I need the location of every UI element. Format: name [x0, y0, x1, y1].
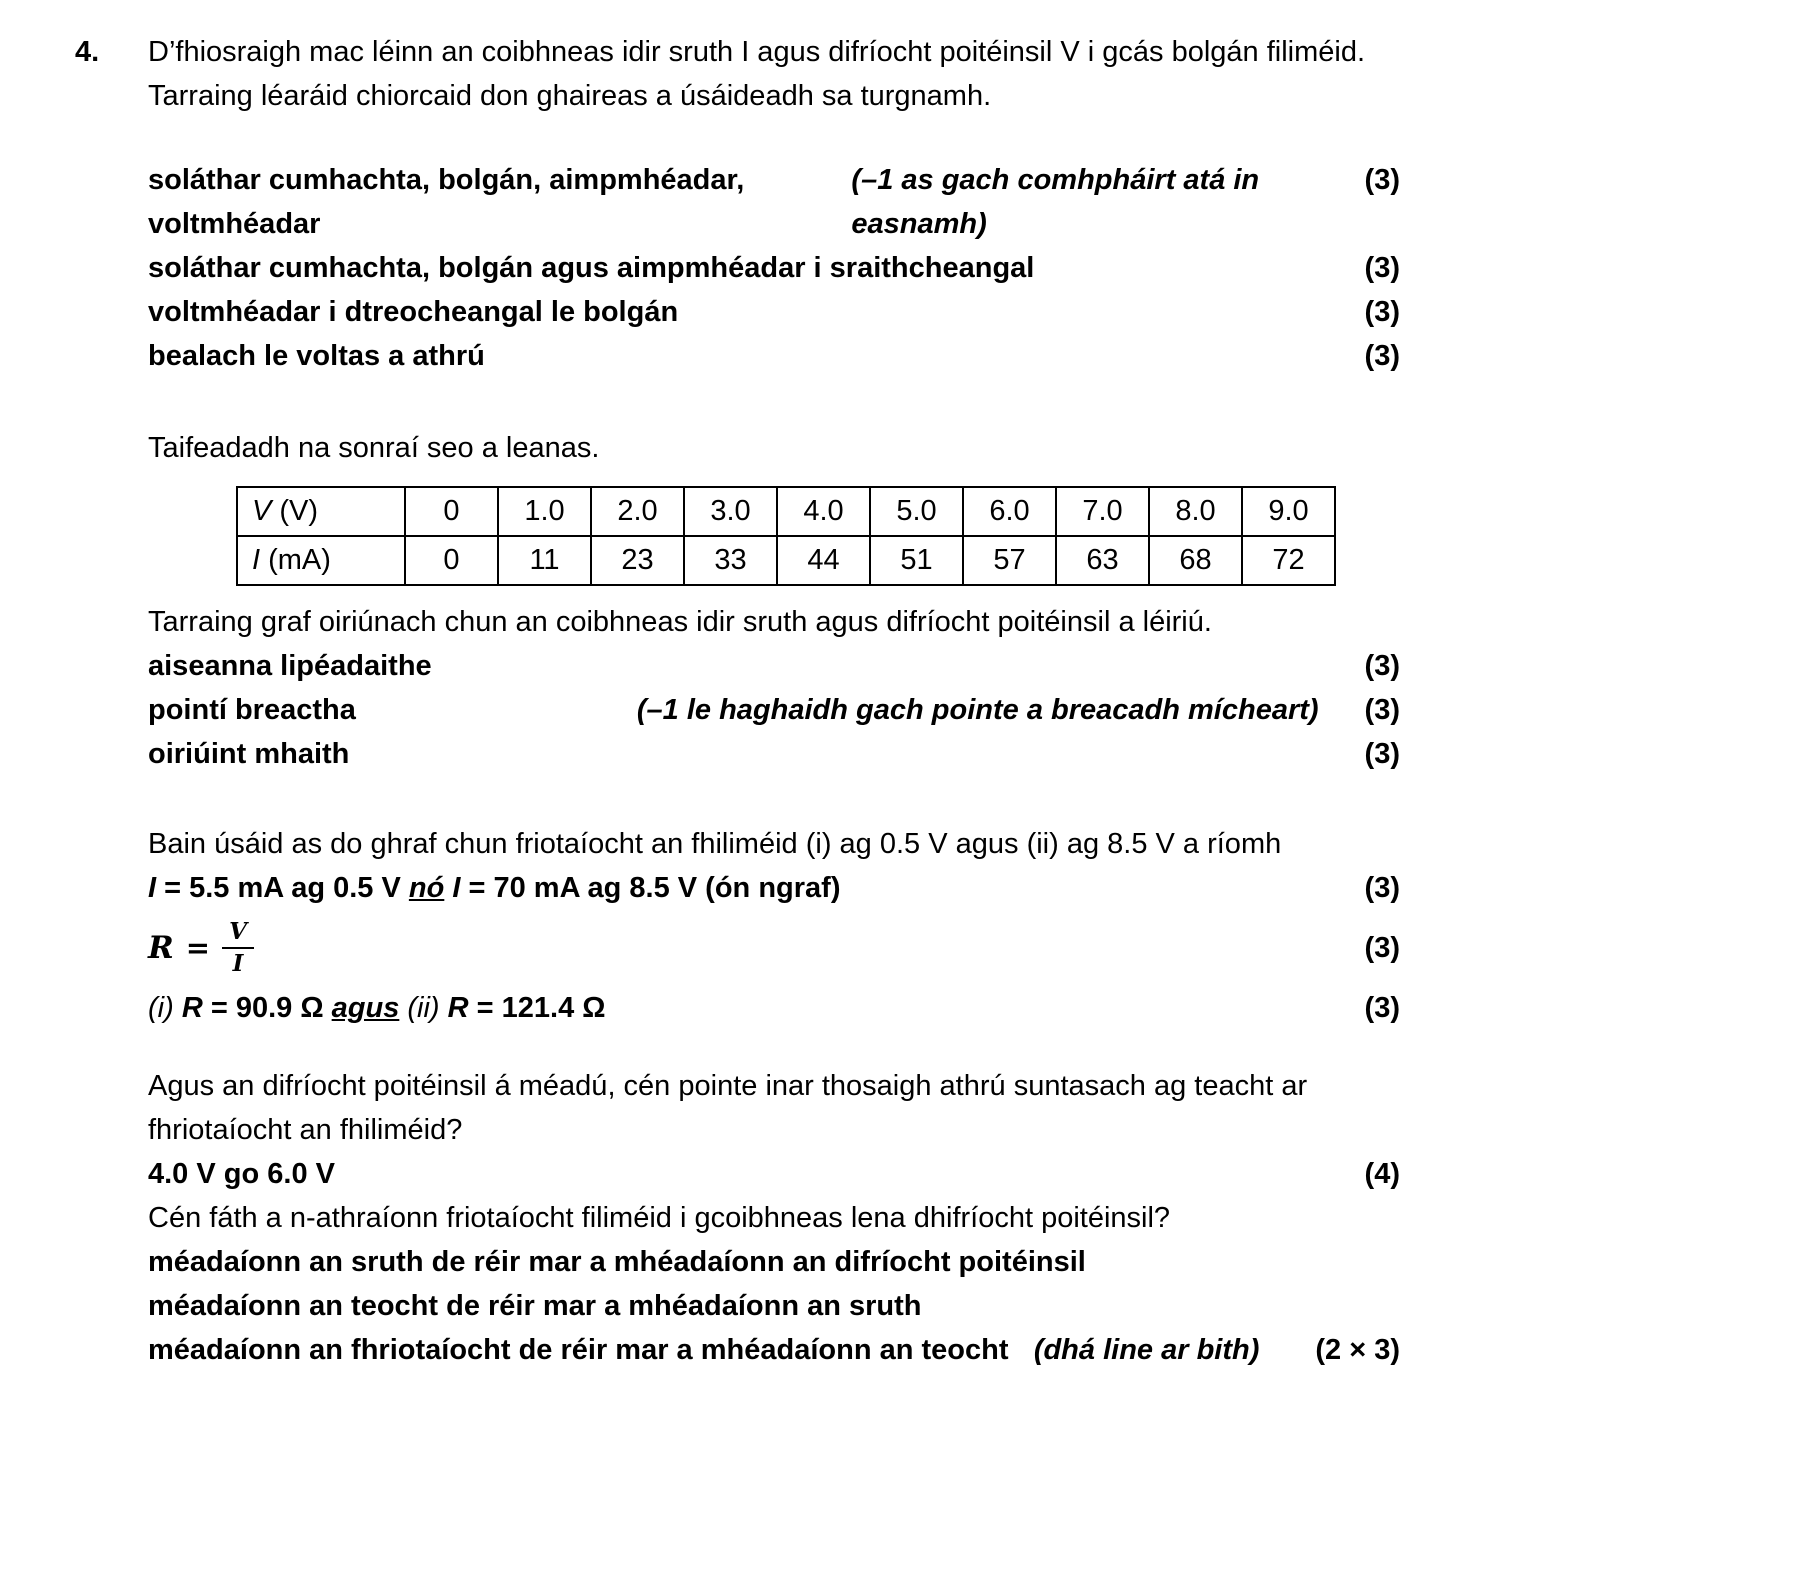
fraction-denominator: I	[232, 950, 244, 977]
result-part: = 121.4 Ω	[468, 992, 606, 1024]
graph-line-points	[148, 688, 1400, 732]
question-content	[148, 30, 1400, 1372]
reading-part: = 70 mA ag 8.5 V (ón ngraf)	[460, 872, 841, 904]
question-number: 4.	[75, 36, 100, 68]
marks-value: (3)	[1364, 872, 1400, 904]
marks-value: (3)	[1364, 650, 1400, 682]
answer-text: voltmhéadar i dtreocheangal le bolgán	[148, 296, 679, 328]
table-value-cell: 68	[1149, 536, 1242, 585]
answer-text: aiseanna lipéadaithe	[148, 650, 432, 682]
why-line-1: méadaíonn an sruth de réir mar a mhéadaíonn an difríocht poitéinsil	[148, 1246, 1086, 1278]
answer-text: soláthar cumhachta, bolgán, aimpmhéadar, voltmhéadar	[148, 164, 753, 240]
table-value-cell: 9.0	[1242, 487, 1335, 536]
roman-ii: (ii)	[399, 992, 448, 1024]
table-value-cell: 51	[870, 536, 963, 585]
marks-value: (2 × 3)	[1315, 1334, 1400, 1366]
or-word: nó	[408, 872, 445, 904]
resistance-section	[148, 822, 1400, 1030]
why-line-2: méadaíonn an teocht de réir mar a mhéadaíonn an sruth	[148, 1290, 922, 1322]
table-value-cell: 5.0	[870, 487, 963, 536]
resistance-lead: Bain úsáid as do ghraf chun friotaíocht an fhiliméid (i) ag 0.5 V agus (ii) ag 8.5 V a ríomh	[148, 828, 1282, 860]
change-lead-line-2: fhriotaíocht an fhiliméid?	[148, 1114, 463, 1146]
answer-line-series	[148, 246, 1400, 290]
answer-text: méadaíonn an fhriotaíocht de réir mar a mhéadaíonn an teocht	[148, 1334, 1009, 1366]
marks-value: (3)	[1364, 992, 1400, 1024]
table-value-cell: 4.0	[777, 487, 870, 536]
table-value-cell: 3.0	[684, 487, 777, 536]
penalty-note: (–1 as gach comhpháirt atá in easnamh)	[851, 164, 1268, 240]
table-value-cell: 23	[591, 536, 684, 585]
data-lead: Taifeadadh na sonraí seo a leanas.	[148, 432, 600, 464]
table-value-cell: 0	[405, 536, 498, 585]
reading-text	[148, 866, 840, 910]
table-value-cell: 0	[405, 487, 498, 536]
answer-line-vary-voltage	[148, 334, 1400, 378]
equals-sign: =	[185, 931, 211, 965]
circuit-answers-section	[148, 158, 1400, 378]
why-line-3	[148, 1328, 1400, 1372]
table-value-cell: 33	[684, 536, 777, 585]
table-value-cell: 1.0	[498, 487, 591, 536]
unit-v: (V)	[271, 495, 319, 527]
table-header-voltage	[237, 487, 405, 536]
intro-line-2: Tarraing léaráid chiorcaid don ghaireas a úsáideadh sa turgnamh.	[148, 80, 992, 112]
marks-value: (3)	[1364, 252, 1400, 284]
data-table	[236, 486, 1336, 586]
formula-line	[148, 910, 1400, 986]
table-header-current	[237, 536, 405, 585]
why-lead: Cén fáth a n-athraíonn friotaíocht filiméid i gcoibhneas lena dhifríocht poitéinsil?	[148, 1202, 1171, 1234]
graph-line-axes	[148, 644, 1400, 688]
result-part: = 90.9 Ω	[202, 992, 332, 1024]
symbol-i: I	[252, 544, 261, 576]
answer-text: oiriúint mhaith	[148, 738, 350, 770]
answer-text: pointí breactha	[148, 694, 356, 726]
table-value-cell: 72	[1242, 536, 1335, 585]
table-row-voltage	[237, 487, 1335, 536]
change-section	[148, 1064, 1400, 1372]
marks-value: (3)	[1364, 738, 1400, 770]
change-answer-line	[148, 1152, 1400, 1196]
table-value-cell: 44	[777, 536, 870, 585]
answer-text: 4.0 V go 6.0 V	[148, 1158, 335, 1190]
marks-value: (4)	[1364, 1158, 1400, 1190]
symbol-r: R	[148, 930, 174, 966]
marks-value: (3)	[1364, 932, 1400, 964]
table-value-cell: 63	[1056, 536, 1149, 585]
symbol-i: I	[148, 872, 157, 904]
table-value-cell: 11	[498, 536, 591, 585]
reading-part: = 5.5 mA ag 0.5 V	[156, 872, 409, 904]
table-value-cell: 2.0	[591, 487, 684, 536]
marks-value: (3)	[1364, 340, 1400, 372]
change-lead-line-1: Agus an difríocht poitéinsil á méadú, cén pointe inar thosaigh athrú suntasach ag teacht ar	[148, 1070, 1308, 1102]
symbol-v: V	[252, 495, 272, 527]
answer-text: soláthar cumhachta, bolgán agus aimpmhéadar i sraithcheangal	[148, 252, 1035, 284]
answer-line-voltmeter	[148, 290, 1400, 334]
and-word: agus	[331, 992, 400, 1024]
fraction-numerator: V	[222, 919, 254, 949]
roman-i: (i)	[148, 992, 182, 1024]
symbol-r: R	[447, 992, 469, 1024]
answer-line-components	[148, 158, 1400, 246]
graph-reading-line	[148, 866, 1400, 910]
table-value-cell: 6.0	[963, 487, 1056, 536]
answer-text: bealach le voltas a athrú	[148, 340, 485, 372]
fraction-v-over-i	[222, 919, 254, 978]
resistance-result-line	[148, 986, 1400, 1030]
any-two-note: (dhá line ar bith)	[1033, 1334, 1260, 1366]
question-block	[75, 30, 1818, 1372]
unit-i: (mA)	[260, 544, 331, 576]
marks-value: (3)	[1364, 164, 1400, 196]
intro-line-1: D’fhiosraigh mac léinn an coibhneas idir sruth I agus difríocht poitéinsil V i gcás bolgán filiméid.	[148, 36, 1366, 68]
graph-lead: Tarraing graf oiriúnach chun an coibhneas idir sruth agus difríocht poitéinsil a léiriú.	[148, 606, 1212, 638]
symbol-r: R	[181, 992, 203, 1024]
graph-line-fit	[148, 732, 1400, 776]
table-row-current	[237, 536, 1335, 585]
table-value-cell: 57	[963, 536, 1056, 585]
table-value-cell: 8.0	[1149, 487, 1242, 536]
table-value-cell: 7.0	[1056, 487, 1149, 536]
marks-value: (3)	[1364, 694, 1400, 726]
penalty-note: (–1 le haghaidh gach pointe a breacadh mícheart)	[636, 694, 1319, 726]
resistance-formula	[148, 919, 254, 978]
result-text	[148, 986, 606, 1030]
symbol-i: I	[444, 872, 461, 904]
marks-value: (3)	[1364, 296, 1400, 328]
